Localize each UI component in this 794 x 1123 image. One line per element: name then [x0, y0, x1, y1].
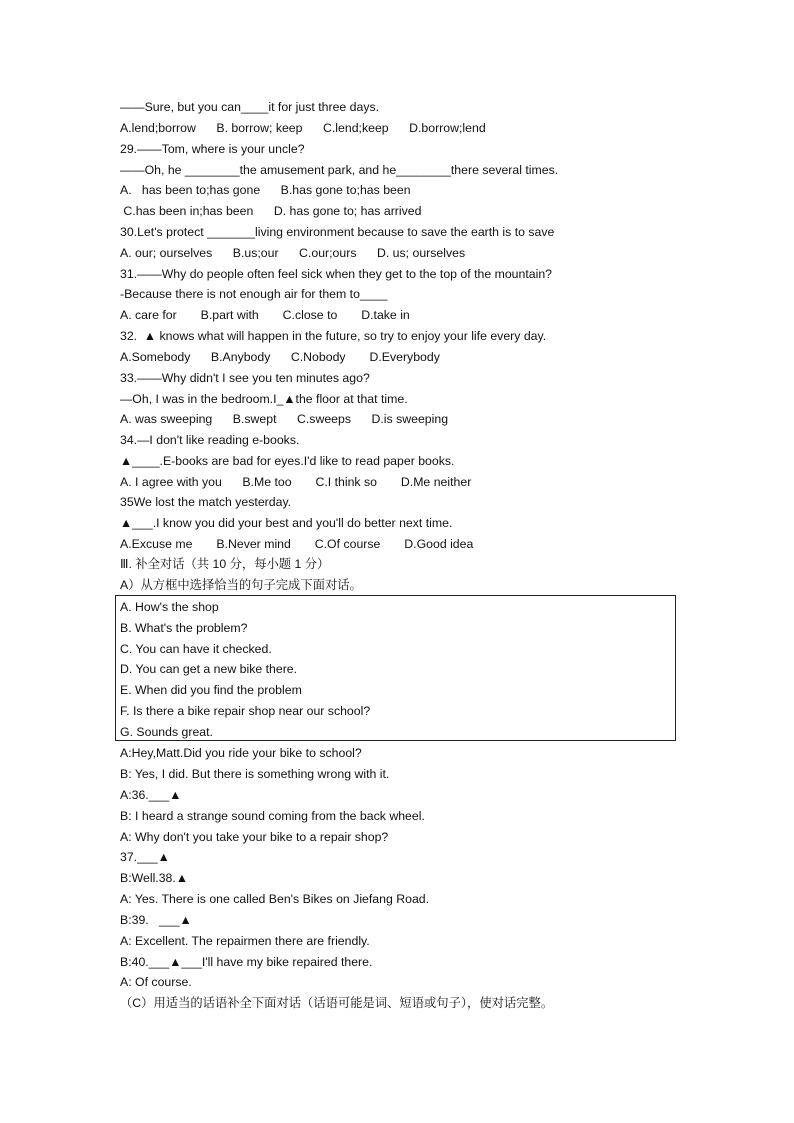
- section-instruction: （C）用适当的话语补全下面对话（话语可能是词、短语或句子），使对话完整。: [120, 996, 554, 1010]
- text-line: ▲___.I know you did your best and you'll do better next time.: [120, 516, 453, 530]
- text-line: ——Oh, he ________the amusement park, and he________there several times.: [120, 163, 559, 177]
- dialogue-line: A:Hey,Matt.Did you ride your bike to school?: [120, 746, 362, 760]
- text-line: 35We lost the match yesterday.: [120, 495, 292, 509]
- box-option: C. You can have it checked.: [120, 642, 272, 656]
- dialogue-line: 37.___▲: [120, 850, 170, 864]
- text-line: A. our; ourselves B.us;our C.our;ours D. us; ourselves: [120, 246, 466, 260]
- text-line: 33.——Why didn't I see you ten minutes ago?: [120, 371, 370, 385]
- box-option: E. When did you find the problem: [120, 683, 302, 697]
- text-line: 29.——Tom, where is your uncle?: [120, 142, 305, 156]
- text-line: A.Excuse me B.Never mind C.Of course D.Good idea: [120, 537, 474, 551]
- text-line: A. has been to;has gone B.has gone to;has been: [120, 183, 411, 197]
- dialogue-line: A: Of course.: [120, 975, 192, 989]
- box-option: F. Is there a bike repair shop near our school?: [120, 704, 371, 718]
- text-line: 30.Let's protect _______living environment because to save the earth is to save: [120, 225, 555, 239]
- text-line: 32. ▲ knows what will happen in the future, so try to enjoy your life every day.: [120, 329, 547, 343]
- text-line: A. care for B.part with C.close to D.take in: [120, 308, 410, 322]
- text-line: 31.——Why do people often feel sick when they get to the top of the mountain?: [120, 267, 553, 281]
- dialogue-line: B: Yes, I did. But there is something wrong with it.: [120, 767, 390, 781]
- text-line: A. was sweeping B.swept C.sweeps D.is sweeping: [120, 412, 449, 426]
- box-option: A. How's the shop: [120, 600, 219, 614]
- box-option: G. Sounds great.: [120, 725, 213, 739]
- dialogue-line: A: Why don't you take your bike to a repair shop?: [120, 830, 389, 844]
- dialogue-line: B: I heard a strange sound coming from the back wheel.: [120, 809, 425, 823]
- section-instruction: A）从方框中选择恰当的句子完成下面对话。: [120, 578, 362, 592]
- text-line: A.lend;borrow B. borrow; keep C.lend;keep D.borrow;lend: [120, 121, 486, 135]
- dialogue-line: A: Excellent. The repairmen there are friendly.: [120, 934, 370, 948]
- dialogue-line: B:Well.38.▲: [120, 871, 188, 885]
- dialogue-line: A: Yes. There is one called Ben's Bikes on Jiefang Road.: [120, 892, 430, 906]
- box-option: D. You can get a new bike there.: [120, 662, 298, 676]
- text-line: -Because there is not enough air for them to____: [120, 287, 388, 301]
- section-heading: Ⅲ. 补全对话（共 10 分，每小题 1 分）: [120, 557, 330, 571]
- text-line: A. I agree with you B.Me too C.I think so D.Me neither: [120, 475, 472, 489]
- text-line: 34.—I don't like reading e-books.: [120, 433, 300, 447]
- box-option: B. What's the problem?: [120, 621, 248, 635]
- dialogue-line: B:39. ___▲: [120, 913, 192, 927]
- text-line: —Oh, I was in the bedroom.I_▲the floor at that time.: [120, 392, 408, 406]
- text-line: ——Sure, but you can____it for just three days.: [120, 100, 380, 114]
- text-line: A.Somebody B.Anybody C.Nobody D.Everybody: [120, 350, 440, 364]
- dialogue-line: A:36.___▲: [120, 788, 182, 802]
- text-line: ▲____.E-books are bad for eyes.I'd like to read paper books.: [120, 454, 455, 468]
- text-line: C.has been in;has been D. has gone to; has arrived: [120, 204, 422, 218]
- dialogue-line: B:40.___▲___I'll have my bike repaired there.: [120, 955, 373, 969]
